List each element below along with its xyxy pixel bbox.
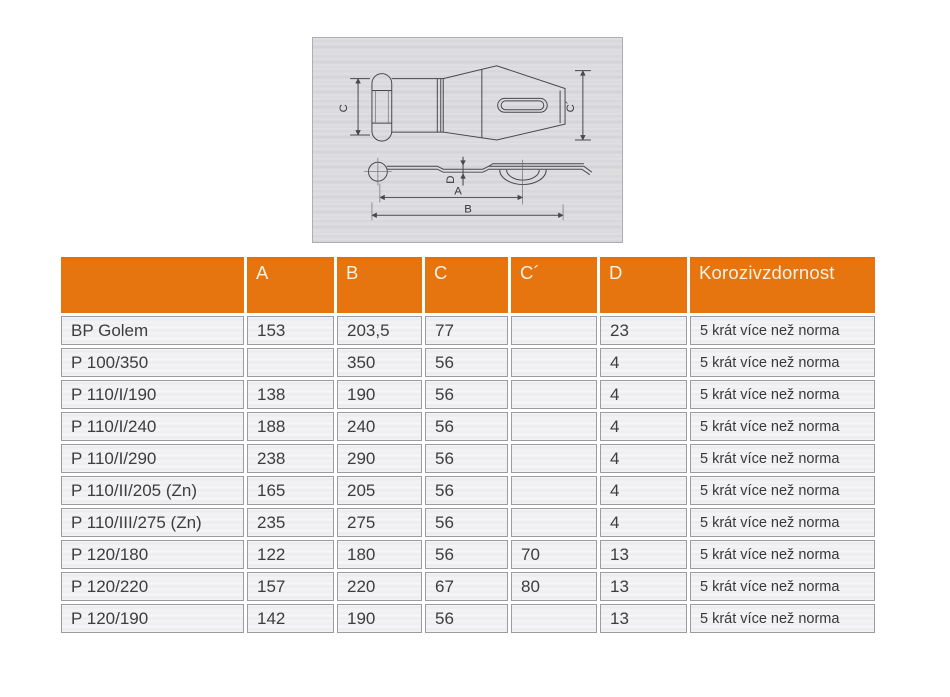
cell-b: 275 [337, 508, 422, 537]
dimension-a [380, 184, 523, 203]
cell-a: 235 [247, 508, 334, 537]
cell-c_prime [511, 316, 597, 345]
dimension-b [372, 202, 563, 220]
cell-d: 13 [600, 604, 687, 633]
cell-c_prime [511, 380, 597, 409]
table-row [61, 316, 875, 345]
cell-koroz: 5 krát více než norma [690, 316, 875, 345]
dim-label-c: C [338, 104, 351, 113]
table-row [61, 540, 875, 569]
column-header-a: A [247, 257, 334, 313]
cell-a: 238 [247, 444, 334, 473]
cell-name: P 110/I/290 [61, 444, 244, 473]
cell-koroz: 5 krát více než norma [690, 572, 875, 601]
cell-name: P 110/I/240 [61, 412, 244, 441]
cell-name: P 120/180 [61, 540, 244, 569]
cell-c: 56 [425, 476, 508, 505]
cell-c: 56 [425, 380, 508, 409]
spec-table-body [61, 316, 875, 633]
cell-b: 190 [337, 380, 422, 409]
cell-a: 153 [247, 316, 334, 345]
dim-label-c-prime: C´ [564, 100, 577, 113]
column-header-d: D [600, 257, 687, 313]
cell-c_prime: 80 [511, 572, 597, 601]
cell-b: 220 [337, 572, 422, 601]
table-row [61, 476, 875, 505]
cell-c_prime: 70 [511, 540, 597, 569]
cell-b: 290 [337, 444, 422, 473]
cell-a: 138 [247, 380, 334, 409]
cell-d: 4 [600, 380, 687, 409]
cell-c_prime [511, 348, 597, 377]
spec-table [58, 254, 878, 636]
cell-koroz: 5 krát více než norma [690, 348, 875, 377]
cell-a: 165 [247, 476, 334, 505]
column-header-name [61, 257, 244, 313]
hasp-top-view [372, 66, 565, 141]
cell-koroz: 5 krát více než norma [690, 476, 875, 505]
cell-c: 77 [425, 316, 508, 345]
cell-a: 188 [247, 412, 334, 441]
cell-a: 122 [247, 540, 334, 569]
table-row [61, 508, 875, 537]
column-header-c: C [425, 257, 508, 313]
cell-koroz: 5 krát více než norma [690, 540, 875, 569]
cell-d: 4 [600, 444, 687, 473]
dimension-c [338, 79, 370, 135]
cell-c: 56 [425, 604, 508, 633]
table-row [61, 380, 875, 409]
cell-name: P 120/220 [61, 572, 244, 601]
cell-c_prime [511, 476, 597, 505]
cell-koroz: 5 krát více než norma [690, 604, 875, 633]
cell-d: 4 [600, 508, 687, 537]
cell-b: 240 [337, 412, 422, 441]
cell-d: 13 [600, 572, 687, 601]
table-row [61, 348, 875, 377]
cell-c: 56 [425, 508, 508, 537]
cell-c_prime [511, 508, 597, 537]
column-header-koroz: Korozivzdornost [690, 257, 875, 313]
hasp-drawing-svg [313, 38, 622, 242]
cell-name: P 110/II/205 (Zn) [61, 476, 244, 505]
dim-label-d: D [445, 175, 458, 184]
cell-d: 23 [600, 316, 687, 345]
cell-d: 13 [600, 540, 687, 569]
cell-name: P 120/190 [61, 604, 244, 633]
cell-c_prime [511, 412, 597, 441]
cell-c: 67 [425, 572, 508, 601]
dim-label-b: B [464, 203, 472, 216]
cell-name: BP Golem [61, 316, 244, 345]
column-header-b: B [337, 257, 422, 313]
cell-d: 4 [600, 476, 687, 505]
cell-c: 56 [425, 540, 508, 569]
product-dimension-diagram [312, 37, 623, 243]
cell-a: 142 [247, 604, 334, 633]
cell-c: 56 [425, 412, 508, 441]
table-row [61, 444, 875, 473]
dimension-d [445, 157, 463, 186]
cell-a [247, 348, 334, 377]
cell-b: 180 [337, 540, 422, 569]
cell-c: 56 [425, 444, 508, 473]
column-header-c-prime: C´ [511, 257, 597, 313]
cell-c_prime [511, 604, 597, 633]
cell-d: 4 [600, 412, 687, 441]
spec-table-header [61, 257, 875, 313]
table-row [61, 412, 875, 441]
cell-name: P 100/350 [61, 348, 244, 377]
cell-b: 205 [337, 476, 422, 505]
cell-d: 4 [600, 348, 687, 377]
cell-a: 157 [247, 572, 334, 601]
dimension-c-prime [565, 71, 591, 140]
cell-koroz: 5 krát více než norma [690, 508, 875, 537]
cell-koroz: 5 krát více než norma [690, 412, 875, 441]
dim-label-a: A [454, 185, 462, 198]
cell-koroz: 5 krát více než norma [690, 444, 875, 473]
table-row [61, 572, 875, 601]
table-row [61, 604, 875, 633]
cell-b: 190 [337, 604, 422, 633]
cell-c: 56 [425, 348, 508, 377]
cell-koroz: 5 krát více než norma [690, 380, 875, 409]
cell-name: P 110/III/275 (Zn) [61, 508, 244, 537]
cell-name: P 110/I/190 [61, 380, 244, 409]
cell-c_prime [511, 444, 597, 473]
cell-b: 350 [337, 348, 422, 377]
cell-b: 203,5 [337, 316, 422, 345]
